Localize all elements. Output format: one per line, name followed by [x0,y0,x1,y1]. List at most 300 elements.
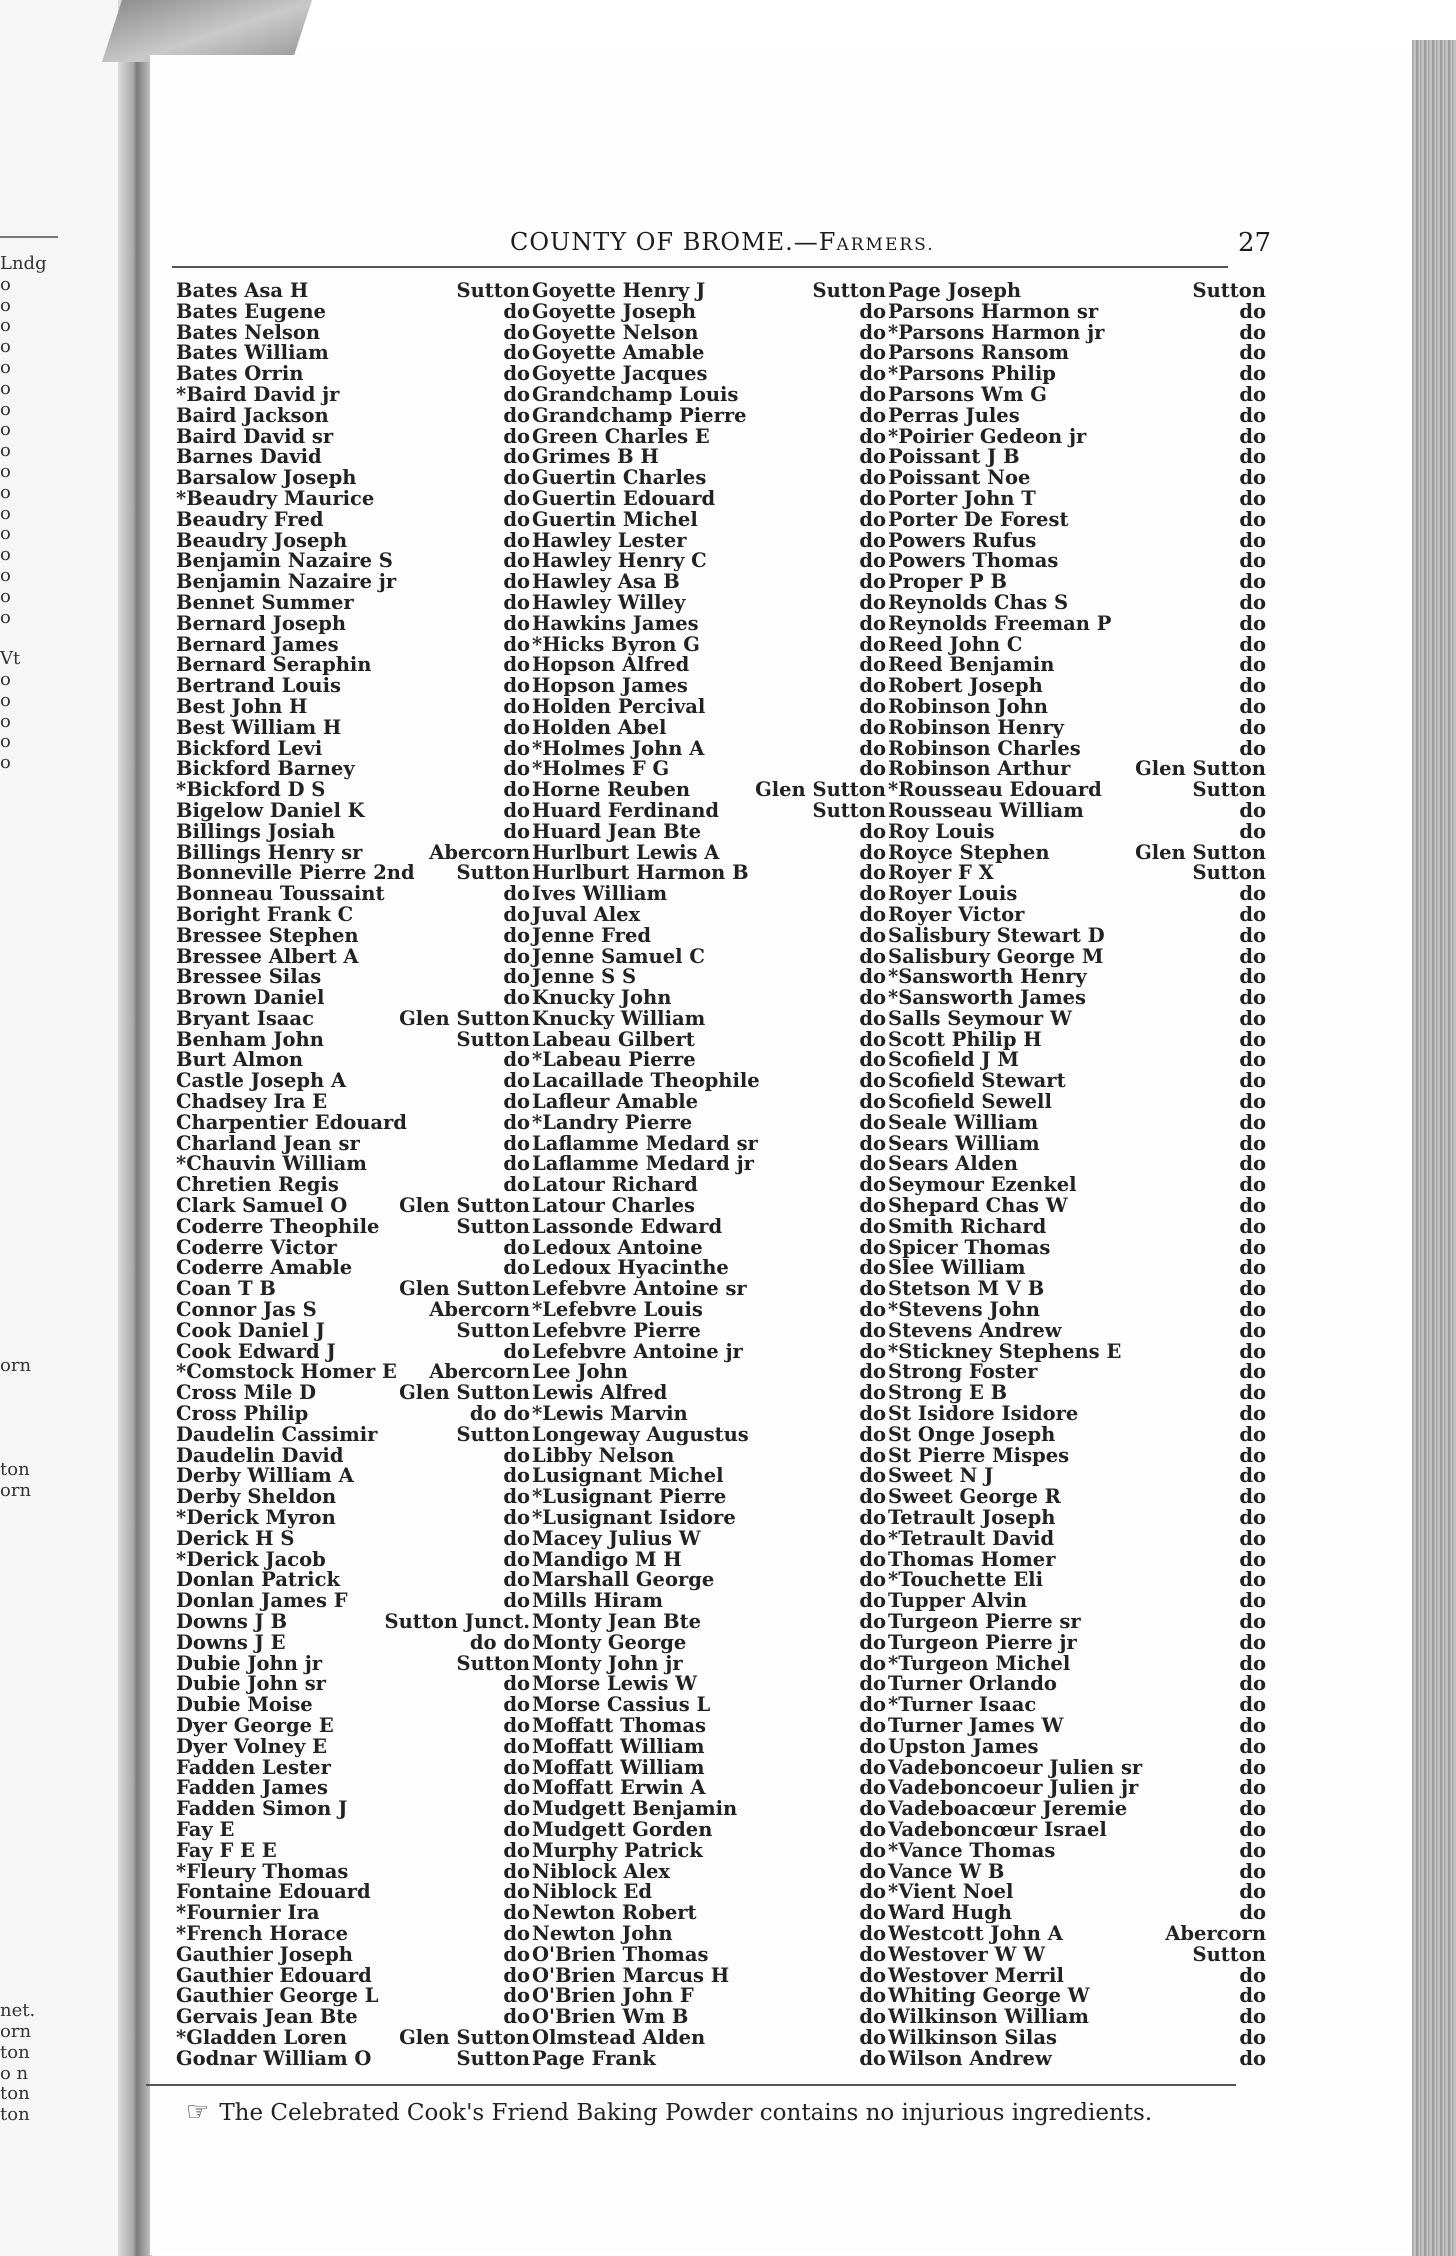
entry-name: *Turner Isaac [888,1693,1037,1717]
directory-entry [888,1591,1266,1612]
directory-entry [176,2025,530,2049]
entry-town: Sutton [456,1027,530,1051]
entry-name: Coderre Amable [176,1256,353,1280]
directory-entry [176,1817,530,1841]
entry-name: Daudelin David [176,1443,344,1467]
directory-entry [176,715,530,739]
entry-town: do [1239,1589,1266,1613]
entry-name: Baird Jackson [176,403,329,427]
entry-name: Boright Frank C [176,902,354,926]
entry-name: Wilkinson Silas [888,2025,1057,2049]
entry-name: Westover W W [888,1942,1046,1966]
entry-name: *Labeau Pierre [532,1048,696,1072]
directory-entry [888,551,1266,572]
directory-entry [888,863,1266,884]
facing-page-fragment-text: o [0,502,11,524]
entry-town: do [503,445,530,469]
entry-name: Tupper Alvin [888,1589,1028,1613]
entry-town: do [1239,715,1266,739]
entry-town: do [859,403,886,427]
entry-town: do [503,778,530,802]
directory-entry [532,1755,886,1779]
entry-town: do [859,923,886,947]
entry-name: Latour Richard [532,1173,698,1197]
facing-page-fragment-text: o [0,377,11,399]
entry-town: do [503,1963,530,1987]
directory-entry [888,1027,1266,1051]
entry-name: Benjamin Nazaire S [176,549,393,573]
entry-name: Thomas Homer [888,1547,1056,1571]
entry-name: Goyette Jacques [532,362,708,386]
entry-name: Reed Benjamin [888,653,1055,677]
entry-name: Charland Jean sr [176,1131,360,1155]
entry-name: Turgeon Pierre sr [888,1610,1081,1633]
entry-town: do [859,861,886,885]
directory-entry [176,1986,530,2007]
entry-name: Reed John C [888,632,1023,656]
directory-entry [176,1300,530,1321]
entry-town: do [1239,902,1266,926]
entry-town: do [859,1173,886,1197]
directory-entry [176,2007,530,2028]
entry-town: do [859,1817,886,1841]
directory-entry [532,1942,886,1966]
directory-entry [176,1110,530,1134]
entry-name: Ledoux Hyacinthe [532,1256,729,1280]
entry-town: do [1239,1339,1266,1363]
entry-name: Reynolds Freeman P [888,611,1112,635]
directory-entry [888,403,1266,427]
entry-name: Salisbury George M [888,944,1104,968]
entry-town: do [859,1755,886,1779]
entry-name: Grandchamp Pierre [532,403,747,427]
facing-page-fragment-text: o [0,419,11,441]
directory-entry [532,1651,886,1675]
directory-entry [888,1196,1266,1217]
directory-entry [888,1050,1266,1071]
entry-name: Royer Victor [888,902,1025,926]
entry-town: do [1239,1256,1266,1280]
directory-entry [532,1258,886,1279]
entry-town: do [1239,1817,1266,1841]
entry-name: Benjamin Nazaire jr [176,570,397,594]
entry-town: do [859,819,886,843]
directory-entry [888,2025,1266,2049]
entry-town: do [1239,1422,1266,1446]
entry-town: do [503,1173,530,1197]
entry-town: do [1239,1672,1266,1696]
directory-entry [176,1466,530,1487]
entry-name: Goyette Henry J [532,279,706,302]
entry-town: do [503,1755,530,1779]
directory-entry [532,1154,886,1175]
entry-town: do [859,1797,886,1821]
entry-name: O'Brien Thomas [532,1942,709,1966]
directory-entry [176,1859,530,1883]
entry-name: Mudgett Gorden [532,1817,713,1841]
entry-town: Sutton [456,1651,530,1675]
directory-entry [888,1921,1266,1945]
directory-entry [176,944,530,968]
entry-town: do [503,1797,530,1821]
entry-town: do [1239,1755,1266,1779]
entry-town: do [1239,445,1266,469]
entry-name: Moffatt William [532,1755,705,1779]
entry-name: Billings Josiah [176,819,336,843]
entry-town: do [859,1880,886,1904]
pointing-hand-icon: ☞ [186,2097,210,2127]
entry-town: do [1239,1693,1266,1717]
directory-entry [176,468,530,489]
entry-town: do [859,1610,886,1633]
entry-town: do [503,694,530,718]
entry-town: do [859,1194,886,1218]
entry-town: do [1239,382,1266,406]
entry-name: Fadden Lester [176,1755,331,1779]
entry-name: *Poirier Gedeon jr [888,424,1087,448]
directory-entry [176,1404,530,1425]
entry-town: Sutton [456,1214,530,1238]
entry-town: do [503,549,530,573]
entry-name: Perras Jules [888,403,1020,427]
entry-town: do [503,923,530,947]
entry-town: do do [469,1630,530,1654]
entry-name: Scofield Stewart [888,1069,1066,1093]
entry-town: do [1239,1963,1266,1987]
directory-entry [888,343,1266,364]
entry-name: Parsons Wm G [888,382,1047,406]
entry-name: Derick H S [176,1526,295,1550]
entry-town: do [1239,944,1266,968]
entry-name: Strong E B [888,1381,1008,1405]
directory-entry [888,632,1266,656]
entry-town: do [503,632,530,656]
entry-name: Downs J B [176,1610,288,1633]
entry-town: do [859,1443,886,1467]
facing-page-fragment-text: o [0,398,11,420]
directory-entry [888,798,1266,822]
entry-name: *Fournier Ira [176,1901,320,1925]
directory-entry [176,299,530,323]
directory-entry [176,1006,530,1030]
entry-town: do [503,590,530,614]
entry-town: do [1239,1568,1266,1592]
directory-entry [888,1612,1266,1633]
entry-town: do [1239,1090,1266,1114]
directory-entry [888,1695,1266,1716]
entry-name: Sears William [888,1131,1040,1155]
directory-entry [176,382,530,406]
directory-entry [532,715,886,739]
entry-town: Glen Sutton [399,1006,530,1030]
entry-town: do [859,320,886,344]
directory-column-3 [888,281,1266,2070]
directory-entry [176,1235,530,1259]
directory-entry [176,1526,530,1550]
directory-entry [532,1859,886,1883]
entry-name: Roy Louis [888,819,995,843]
entry-name: *Stevens John [888,1298,1040,1322]
entry-town: do [859,715,886,739]
entry-name: Chadsey Ira E [176,1090,328,1114]
footer-text: The Celebrated Cook's Friend Baking Powder contains no injurious ingredients. [219,2100,1153,2126]
directory-entry [532,1630,886,1654]
entry-town: do [503,320,530,344]
entry-town: do [503,1506,530,1530]
directory-entry [888,468,1266,489]
entry-name: Coderre Theophile [176,1214,380,1238]
facing-page-fragment-text: ton [0,2083,30,2105]
entry-town: do [859,674,886,698]
directory-entry [176,1175,530,1196]
entry-name: Porter John T [888,486,1036,510]
book-gutter [118,0,152,2256]
directory-entry [532,1838,886,1862]
entry-town: do [859,986,886,1010]
entry-name: Bonneville Pierre 2nd [176,861,415,885]
entry-town: do [503,1256,530,1280]
directory-entry [532,944,886,968]
directory-column-2 [532,281,886,2070]
entry-town: do [859,1734,886,1758]
directory-entry [176,1612,530,1633]
directory-entry [176,1487,530,1508]
directory-entry [176,988,530,1009]
entry-name: Hopson Alfred [532,653,690,677]
entry-name: Huard Ferdinand [532,798,720,822]
entry-town: do [859,1090,886,1114]
entry-name: Bonneau Toussaint [176,882,385,906]
facing-page-fragment-text: ton [0,2041,30,2063]
entry-name: Turgeon Pierre jr [888,1630,1077,1654]
entry-town: do [859,1672,886,1696]
directory-entry [532,486,886,510]
entry-town: do [859,2005,886,2029]
entry-name: *Parsons Philip [888,362,1056,386]
entry-name: Hawley Asa B [532,570,680,594]
directory-entry [888,1986,1266,2007]
entry-name: *Lefebvre Louis [532,1298,703,1322]
entry-name: Mills Hiram [532,1589,663,1613]
entry-name: Gervais Jean Bte [176,2005,358,2029]
directory-entry [176,424,530,448]
entry-name: *Hicks Byron G [532,632,700,656]
entry-town: do [503,1464,530,1488]
directory-entry [532,736,886,760]
entry-name: *Comstock Homer E [176,1360,397,1384]
directory-entry [176,1674,530,1695]
entry-name: Bates William [176,341,329,365]
entry-town: do [503,1131,530,1155]
entry-name: Bressee Albert A [176,944,359,968]
directory-entry [176,1799,530,1820]
directory-entry [888,1799,1266,1820]
entry-name: Robinson Charles [888,736,1081,760]
directory-entry [176,780,530,801]
directory-entry [888,1175,1266,1196]
entry-town: do [503,944,530,968]
entry-name: Powers Rufus [888,528,1037,552]
entry-town: do [503,902,530,926]
entry-town: do [503,1235,530,1259]
directory-entry [532,1903,886,1924]
entry-town: Sutton Junct. [384,1610,530,1633]
entry-town: do [1239,1776,1266,1800]
directory-entry [532,1799,886,1820]
entry-town: do [859,590,886,614]
entry-name: *Touchette Eli [888,1568,1044,1592]
entry-name: Morse Lewis W [532,1672,698,1696]
directory-entry [888,1362,1266,1383]
directory-entry [888,1383,1266,1404]
entry-name: Clark Samuel O [176,1194,348,1218]
entry-town: Abercorn [429,1360,530,1384]
entry-name: *Landry Pierre [532,1110,693,1134]
entry-name: Wilkinson William [888,2005,1089,2029]
entry-town: do [503,1589,530,1613]
entry-town: do [503,1526,530,1550]
directory-entry [532,1027,886,1051]
directory-entry [176,1196,530,1217]
entry-name: Laflamme Medard sr [532,1131,758,1155]
entry-town: do [503,1921,530,1945]
entry-name: *Holmes John A [532,736,705,760]
entry-town: do [503,882,530,906]
entry-town: do [859,1277,886,1301]
directory-entry [888,1006,1266,1030]
entry-town: Glen Sutton [755,778,886,802]
directory-entry [532,1487,886,1508]
directory-entry [532,281,886,302]
directory-entry [532,1404,886,1425]
entry-name: Hawkins James [532,611,699,635]
facing-page-fragment-text: o [0,336,11,358]
entry-town: do [859,549,886,573]
entry-town: do [503,1713,530,1737]
facing-page-fragment-text: o [0,481,11,503]
facing-page-fragment-text: o [0,752,11,774]
directory-entry [532,1986,886,2007]
directory-entry [532,840,886,864]
facing-page-fragment-text: o [0,461,11,482]
entry-town: do [503,757,530,781]
directory-entry [176,1154,530,1175]
entry-town: do [1239,674,1266,698]
directory-entry [532,1175,886,1196]
entry-town: do [1239,1880,1266,1904]
entry-town: do [859,902,886,926]
entry-name: Newton Robert [532,1901,697,1925]
directory-entry [888,572,1266,593]
entry-town: do [503,674,530,698]
entry-town: do [503,1859,530,1883]
entry-name: Castle Joseph A [176,1069,347,1093]
entry-town: do [859,1693,886,1717]
directory-entry [176,1755,530,1779]
entry-name: Fadden James [176,1776,328,1800]
directory-entry [532,1050,886,1071]
entry-town: do [503,341,530,365]
entry-town: do [503,424,530,448]
directory-entry [888,1404,1266,1425]
entry-name: Moffatt Thomas [532,1713,706,1737]
entry-name: Jenne Fred [532,923,651,947]
entry-town: do [1239,611,1266,635]
entry-name: Latour Charles [532,1194,695,1218]
entry-town: do [859,1713,886,1737]
entry-town: do [503,1984,530,2008]
entry-name: Derby William A [176,1464,354,1488]
entry-town: do [1239,1173,1266,1197]
entry-town: Abercorn [429,1298,530,1322]
entry-town: do [503,1090,530,1114]
directory-entry [532,424,886,448]
entry-name: Lusignant Michel [532,1464,724,1488]
entry-town: do [1239,2025,1266,2049]
entry-town: do [503,819,530,843]
entry-name: Vadeboncœur Israel [888,1817,1107,1841]
entry-town: do [1239,882,1266,906]
entry-town: do [503,1817,530,1841]
directory-entry [176,655,530,676]
entry-name: Bates Nelson [176,320,321,344]
entry-town: do [859,1339,886,1363]
directory-entry [176,1713,530,1737]
directory-entry [532,863,886,884]
directory-entry [532,1612,886,1633]
entry-name: Dubie John jr [176,1651,323,1675]
entry-name: Scofield J M [888,1048,1019,1072]
entry-town: do [1239,1859,1266,1883]
directory-entry [532,1778,886,1799]
directory-entry [176,1383,530,1404]
entry-town: Abercorn [1165,1921,1266,1945]
directory-entry [888,299,1266,323]
entry-town: do [1239,798,1266,822]
entry-name: Robinson John [888,694,1048,718]
directory-entry [888,364,1266,385]
entry-name: *Vient Noel [888,1880,1014,1904]
facing-page-fragment-text: o [0,357,11,378]
entry-name: Huard Jean Bte [532,819,702,843]
directory-entry [888,988,1266,1009]
directory-entry [532,590,886,614]
entry-town: Glen Sutton [1135,840,1266,864]
entry-town: do [1239,1214,1266,1238]
entry-town: do [503,715,530,739]
entry-name: Page Joseph [888,279,1022,302]
directory-entry [176,1882,530,1903]
directory-entry [888,1755,1266,1779]
entry-town: do [859,1318,886,1342]
entry-name: *Vance Thomas [888,1838,1056,1862]
entry-town: do [1239,1547,1266,1571]
directory-entry [532,1006,886,1030]
entry-name: Juval Alex [532,902,641,926]
directory-entry [532,1339,886,1363]
directory-entry [888,884,1266,905]
entry-name: Stevens Andrew [888,1318,1062,1342]
entry-town: do [1239,632,1266,656]
entry-name: Libby Nelson [532,1443,675,1467]
entry-town: do [1239,403,1266,427]
directory-entry [176,884,530,905]
directory-entry [532,1279,886,1300]
entry-name: Salls Seymour W [888,1006,1072,1030]
entry-town: do [1239,1485,1266,1509]
directory-entry [176,1258,530,1279]
directory-entry [888,1235,1266,1259]
